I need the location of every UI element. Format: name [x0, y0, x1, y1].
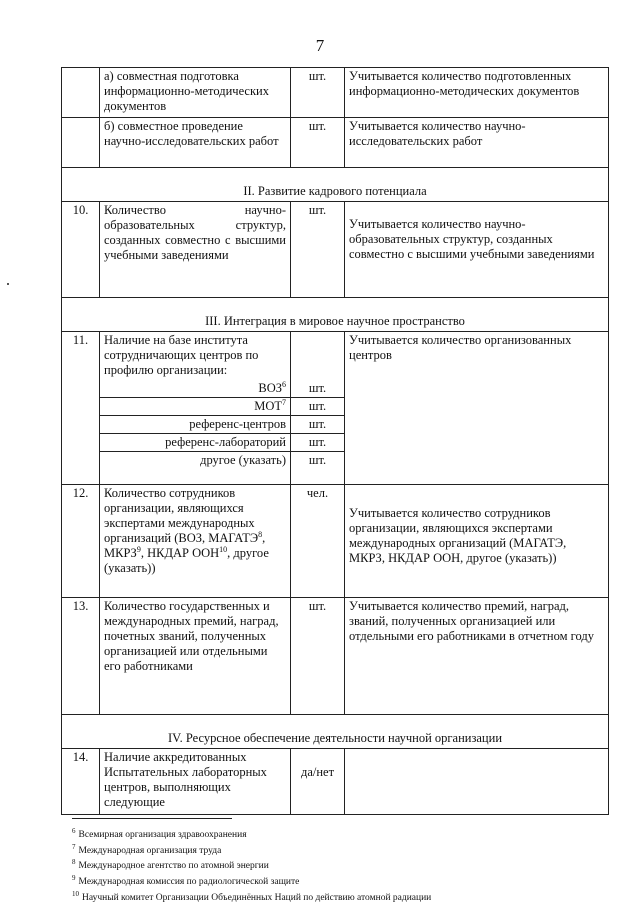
table-row [62, 202, 609, 298]
center-type-label: МОТ$^7$ [100, 398, 291, 416]
indicator-name: Количество научно-образовательных структур, созданных совместно с высшими учебными заведениями [100, 202, 291, 298]
row-number: 14. [62, 749, 100, 815]
section-title: II. Развитие кадрового потенциала [62, 168, 609, 202]
section-title: III. Интеграция в мировое научное пространство [62, 298, 609, 332]
table-row [62, 598, 609, 715]
table-row [62, 118, 609, 168]
unit-cell: шт. [291, 202, 345, 298]
footnote: $^7$ Международная организация труда [72, 842, 222, 856]
indicators-table [61, 67, 609, 815]
footnote: $^9$ Международная комиссия по радиологической защите [72, 873, 300, 888]
table-row [62, 749, 609, 815]
center-type-label: референс-центров [100, 416, 291, 434]
centers-subtable [100, 332, 344, 484]
center-type-label: ВОЗ$^6$ [100, 380, 291, 398]
unit-cell: чел. [291, 485, 345, 598]
note-text: Учитывается количество сотрудников организации, являющихся экспертами международных организаций (МАГАТЭ, МКРЗ, НКДАР ООН, другое (указать)) [349, 506, 567, 565]
footnote: $^8$ Международное агентство по атомной энергии [72, 858, 269, 872]
row-number: 12. [62, 485, 100, 598]
unit-cell: шт. [291, 68, 345, 118]
indicator-name: б) совместное проведение научно-исследовательских работ [100, 118, 291, 168]
note-cell: Учитывается количество научно-исследовательских работ [345, 118, 609, 168]
indicator-name: Количество сотрудников организации, являющихся экспертами международных организаций (ВОЗ, МАГАТЭ$^8$, МКРЗ$^9$, НКДАР ООН$^{10}$, другое (указать)) [100, 485, 291, 598]
footnote: $^6$ Всемирная организация здравоохранения [72, 827, 247, 841]
footnote-divider [72, 818, 232, 819]
row-number: 11. [62, 332, 100, 485]
unit-cell: шт. [291, 598, 345, 715]
unit-cell-empty [291, 332, 345, 380]
scan-speck [7, 283, 9, 285]
section-title: IV. Ресурсное обеспечение деятельности научной организации [62, 715, 609, 749]
center-type-label: референс-лабораторий [100, 434, 291, 452]
footnotes [72, 826, 612, 904]
row-number-cell [62, 68, 100, 118]
row-number-cell [62, 118, 100, 168]
unit-cell: шт. [291, 434, 345, 452]
note-cell [345, 485, 609, 598]
unit-cell: шт. [291, 380, 345, 398]
indicator-name: Наличие аккредитованных Испытательных лабораторных центров, выполняющих следующие [100, 749, 291, 815]
center-type-label: другое (указать) [100, 452, 291, 485]
footnote: $^{10}$ Научный комитет Организации Объединённых Наций по действию атомной радиации [72, 889, 432, 903]
unit-cell: шт. [291, 118, 345, 168]
note-text: Учитывается количество научно-образовательных структур, созданных совместно с высшими учебными заведениями [349, 217, 595, 261]
indicator-name: а) совместная подготовка информационно-методических документов [100, 68, 291, 118]
unit-cell: шт. [291, 398, 345, 416]
section-header-row [62, 298, 609, 332]
centers-cell [100, 332, 345, 485]
indicator-name: Количество государственных и международных премий, наград, почетных званий, полученных организацией или отдельными его работниками [100, 598, 291, 715]
row-number: 13. [62, 598, 100, 715]
note-cell: Учитывается количество подготовленных информационно-методических документов [345, 68, 609, 118]
note-cell [345, 202, 609, 298]
page-number: 7 [315, 36, 325, 55]
unit-cell: да/нет [291, 749, 345, 815]
unit-cell: шт. [308, 453, 327, 467]
row-number: 10. [62, 202, 100, 298]
note-cell [345, 749, 609, 815]
section-header-row [62, 168, 609, 202]
indicator-name: Наличие на базе института сотрудничающих центров по профилю организации: [100, 332, 291, 380]
table-row [62, 485, 609, 598]
unit-cell: шт. [291, 416, 345, 434]
section-header-row [62, 715, 609, 749]
note-cell: Учитывается количество премий, наград, званий, полученных организацией или отдельными его работниками в отчетном году [345, 598, 609, 715]
table-row [62, 68, 609, 118]
note-cell: Учитывается количество организованных центров [345, 332, 609, 485]
table-row [62, 332, 609, 485]
